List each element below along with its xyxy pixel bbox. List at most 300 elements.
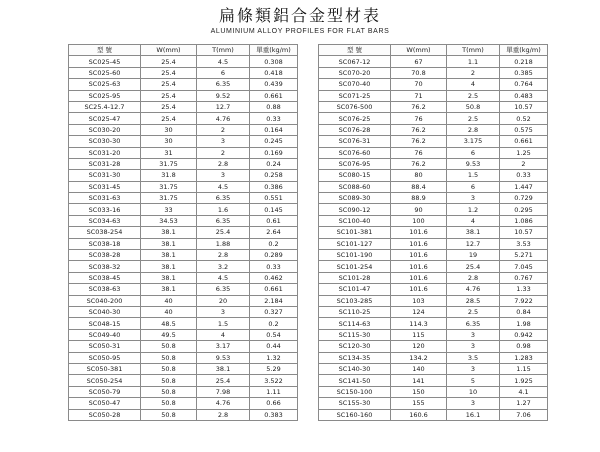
cell-thickness: 1.2 [447, 204, 500, 215]
cell-thickness: 2.8 [197, 158, 250, 169]
table-row [319, 284, 548, 295]
cell-thickness: 4.76 [197, 398, 250, 409]
cell-model: SC050-47 [69, 398, 141, 409]
table-row [319, 79, 548, 90]
cell-width: 31 [141, 147, 197, 158]
table-row [319, 272, 548, 283]
cell-weight: 0.218 [500, 56, 548, 67]
cell-weight: 0.418 [250, 67, 298, 78]
table-row [319, 250, 548, 261]
table-row [69, 295, 298, 306]
cell-width: 38.1 [141, 238, 197, 249]
cell-width: 38.1 [141, 227, 197, 238]
cell-weight: 0.661 [250, 284, 298, 295]
cell-width: 49.5 [141, 329, 197, 340]
cell-model: SC076-31 [319, 136, 391, 147]
cell-width: 120 [391, 341, 447, 352]
cell-thickness: 6 [197, 67, 250, 78]
cell-thickness: 10 [447, 386, 500, 397]
cell-weight: 1.98 [500, 318, 548, 329]
cell-model: SC076-25 [319, 113, 391, 124]
table-row [69, 79, 298, 90]
table-row [319, 113, 548, 124]
cell-model: SC050-28 [69, 409, 141, 420]
cell-thickness: 3 [447, 363, 500, 374]
cell-width: 25.4 [141, 90, 197, 101]
cell-model: SC034-63 [69, 215, 141, 226]
cell-weight: 0.33 [250, 261, 298, 272]
cell-width: 88.4 [391, 181, 447, 192]
table-row [69, 113, 298, 124]
table-row [69, 56, 298, 67]
table-row [69, 67, 298, 78]
cell-weight: 0.385 [500, 67, 548, 78]
cell-width: 31.75 [141, 193, 197, 204]
cell-width: 115 [391, 329, 447, 340]
cell-thickness: 9.52 [197, 90, 250, 101]
table-row [319, 363, 548, 374]
cell-thickness: 6.35 [447, 318, 500, 329]
table-row [319, 67, 548, 78]
cell-weight: 1.11 [250, 386, 298, 397]
cell-weight: 0.462 [250, 272, 298, 283]
cell-thickness: 25.4 [197, 227, 250, 238]
table-row [319, 56, 548, 67]
cell-model: SC038-32 [69, 261, 141, 272]
cell-weight: 1.447 [500, 181, 548, 192]
cell-thickness: 1.5 [197, 318, 250, 329]
cell-model: SC071-25 [319, 90, 391, 101]
cell-weight: 0.54 [250, 329, 298, 340]
cell-thickness: 2.8 [447, 124, 500, 135]
cell-thickness: 3 [447, 329, 500, 340]
cell-model: SC031-20 [69, 147, 141, 158]
cell-weight: 5.29 [250, 363, 298, 374]
cell-thickness: 2.8 [197, 250, 250, 261]
cell-width: 31.75 [141, 181, 197, 192]
cell-thickness: 3.175 [447, 136, 500, 147]
table-row [69, 147, 298, 158]
cell-width: 70 [391, 79, 447, 90]
cell-weight: 0.33 [250, 113, 298, 124]
table-row [69, 386, 298, 397]
cell-width: 25.4 [141, 67, 197, 78]
cell-width: 67 [391, 56, 447, 67]
table-row [319, 147, 548, 158]
cell-width: 70.8 [391, 67, 447, 78]
cell-weight: 3.53 [500, 238, 548, 249]
cell-weight: 0.942 [500, 329, 548, 340]
page-header [0, 6, 600, 36]
cell-weight: 0.764 [500, 79, 548, 90]
cell-model: SC050-31 [69, 341, 141, 352]
cell-weight: 4.1 [500, 386, 548, 397]
cell-model: SC049-40 [69, 329, 141, 340]
cell-model: SC025-45 [69, 56, 141, 67]
table-row [319, 101, 548, 112]
cell-weight: 0.258 [250, 170, 298, 181]
cell-width: 76.2 [391, 101, 447, 112]
cell-model: SC031-63 [69, 193, 141, 204]
table-row [69, 193, 298, 204]
cell-model: SC155-30 [319, 398, 391, 409]
cell-thickness: 3 [447, 193, 500, 204]
cell-weight: 0.61 [250, 215, 298, 226]
cell-width: 150 [391, 386, 447, 397]
cell-weight: 0.729 [500, 193, 548, 204]
cell-thickness: 3.5 [447, 352, 500, 363]
cell-width: 50.8 [141, 363, 197, 374]
left-spec-table [68, 44, 298, 421]
cell-model: SC110-25 [319, 306, 391, 317]
cell-thickness: 1.88 [197, 238, 250, 249]
cell-model: SC101-28 [319, 272, 391, 283]
cell-model: SC025-60 [69, 67, 141, 78]
table-row [69, 136, 298, 147]
table-row [69, 101, 298, 112]
table-row [319, 158, 548, 169]
cell-thickness: 4.5 [197, 181, 250, 192]
cell-thickness: 3 [197, 306, 250, 317]
cell-weight: 0.308 [250, 56, 298, 67]
cell-thickness: 12.7 [197, 101, 250, 112]
cell-width: 40 [141, 306, 197, 317]
cell-weight: 1.283 [500, 352, 548, 363]
table-row [319, 375, 548, 386]
cell-model: SC100-40 [319, 215, 391, 226]
cell-thickness: 38.1 [197, 363, 250, 374]
table-row [319, 352, 548, 363]
cell-width: 101.6 [391, 272, 447, 283]
cell-model: SC103-285 [319, 295, 391, 306]
cell-thickness: 19 [447, 250, 500, 261]
cell-model: SC120-30 [319, 341, 391, 352]
table-row [69, 341, 298, 352]
cell-thickness: 9.53 [447, 158, 500, 169]
cell-thickness: 4 [197, 329, 250, 340]
cell-weight: 0.84 [500, 306, 548, 317]
table-row [319, 398, 548, 409]
cell-model: SC090-12 [319, 204, 391, 215]
table-row [69, 124, 298, 135]
cell-model: SC101-190 [319, 250, 391, 261]
table-row [69, 272, 298, 283]
cell-model: SC115-30 [319, 329, 391, 340]
cell-width: 31.75 [141, 158, 197, 169]
cell-weight: 0.551 [250, 193, 298, 204]
cell-model: SC076-28 [319, 124, 391, 135]
cell-thickness: 12.7 [447, 238, 500, 249]
cell-thickness: 6.35 [197, 193, 250, 204]
table-row [319, 341, 548, 352]
cell-width: 76 [391, 113, 447, 124]
cell-thickness: 1.6 [197, 204, 250, 215]
table-row [69, 227, 298, 238]
table-row [69, 398, 298, 409]
cell-model: SC040-200 [69, 295, 141, 306]
cell-weight: 0.33 [500, 170, 548, 181]
cell-thickness: 4.76 [447, 284, 500, 295]
cell-model: SC050-79 [69, 386, 141, 397]
cell-width: 38.1 [141, 261, 197, 272]
cell-thickness: 3.17 [197, 341, 250, 352]
cell-weight: 0.24 [250, 158, 298, 169]
cell-model: SC088-60 [319, 181, 391, 192]
cell-model: SC076-95 [319, 158, 391, 169]
table-row [319, 181, 548, 192]
table-row [319, 170, 548, 181]
cell-model: SC101-254 [319, 261, 391, 272]
cell-thickness: 1.5 [447, 170, 500, 181]
table-row [69, 158, 298, 169]
table-row [319, 386, 548, 397]
cell-thickness: 4 [447, 79, 500, 90]
cell-thickness: 25.4 [197, 375, 250, 386]
cell-width: 80 [391, 170, 447, 181]
cell-width: 101.6 [391, 284, 447, 295]
cell-model: SC031-45 [69, 181, 141, 192]
cell-weight: 0.386 [250, 181, 298, 192]
cell-weight: 0.295 [500, 204, 548, 215]
cell-thickness: 6.35 [197, 215, 250, 226]
cell-width: 25.4 [141, 56, 197, 67]
cell-model: SC025-95 [69, 90, 141, 101]
cell-model: SC050-95 [69, 352, 141, 363]
table-row [319, 215, 548, 226]
cell-thickness: 3 [197, 170, 250, 181]
cell-model: SC031-30 [69, 170, 141, 181]
cell-weight: 1.25 [500, 147, 548, 158]
cell-width: 76.2 [391, 124, 447, 135]
cell-thickness: 3 [447, 398, 500, 409]
table-header-row [319, 45, 548, 56]
col-header-weight: 單重(kg/m) [250, 45, 298, 56]
cell-thickness: 2 [197, 147, 250, 158]
cell-width: 103 [391, 295, 447, 306]
right-table-body [319, 56, 548, 421]
cell-width: 90 [391, 204, 447, 215]
cell-thickness: 28.5 [447, 295, 500, 306]
cell-weight: 0.44 [250, 341, 298, 352]
cell-thickness: 2.8 [447, 272, 500, 283]
cell-width: 34.53 [141, 215, 197, 226]
cell-width: 40 [141, 295, 197, 306]
table-row [69, 181, 298, 192]
cell-width: 101.6 [391, 238, 447, 249]
table-row [319, 261, 548, 272]
cell-model: SC101-127 [319, 238, 391, 249]
cell-weight: 1.15 [500, 363, 548, 374]
table-row [69, 409, 298, 420]
cell-model: SC025-47 [69, 113, 141, 124]
table-row [319, 227, 548, 238]
table-row [319, 193, 548, 204]
cell-width: 160.6 [391, 409, 447, 420]
table-row [69, 215, 298, 226]
table-row [319, 295, 548, 306]
cell-model: SC038-28 [69, 250, 141, 261]
cell-width: 155 [391, 398, 447, 409]
cell-width: 71 [391, 90, 447, 101]
cell-weight: 2.184 [250, 295, 298, 306]
cell-thickness: 6.35 [197, 79, 250, 90]
cell-thickness: 25.4 [447, 261, 500, 272]
cell-thickness: 50.8 [447, 101, 500, 112]
cell-width: 124 [391, 306, 447, 317]
page-subtitle: ALUMINIUM ALLOY PROFILES FOR FLAT BARS [210, 28, 390, 35]
cell-weight: 3.522 [250, 375, 298, 386]
cell-thickness: 6 [447, 147, 500, 158]
cell-weight: 0.483 [500, 90, 548, 101]
cell-thickness: 1.1 [447, 56, 500, 67]
cell-model: SC25.4-12.7 [69, 101, 141, 112]
table-row [69, 284, 298, 295]
cell-thickness: 9.53 [197, 352, 250, 363]
cell-weight: 0.383 [250, 409, 298, 420]
cell-weight: 0.289 [250, 250, 298, 261]
cell-thickness: 6 [447, 181, 500, 192]
cell-thickness: 3 [197, 136, 250, 147]
cell-width: 50.8 [141, 386, 197, 397]
cell-weight: 7.06 [500, 409, 548, 420]
col-header-model: 型 號 [69, 45, 141, 56]
col-header-width: W(mm) [141, 45, 197, 56]
cell-model: SC050-254 [69, 375, 141, 386]
col-header-model: 型 號 [319, 45, 391, 56]
cell-weight: 0.439 [250, 79, 298, 90]
table-row [69, 352, 298, 363]
cell-thickness: 2.5 [447, 113, 500, 124]
cell-model: SC160-160 [319, 409, 391, 420]
cell-width: 76 [391, 147, 447, 158]
cell-width: 141 [391, 375, 447, 386]
cell-thickness: 6.35 [197, 284, 250, 295]
cell-weight: 0.52 [500, 113, 548, 124]
cell-width: 25.4 [141, 101, 197, 112]
cell-weight: 2 [500, 158, 548, 169]
cell-weight: 2.64 [250, 227, 298, 238]
cell-thickness: 2.8 [197, 409, 250, 420]
cell-thickness: 38.1 [447, 227, 500, 238]
left-table-body [69, 56, 298, 421]
cell-thickness: 3.2 [197, 261, 250, 272]
cell-model: SC030-20 [69, 124, 141, 135]
cell-weight: 0.98 [500, 341, 548, 352]
cell-weight: 0.2 [250, 318, 298, 329]
cell-weight: 0.169 [250, 147, 298, 158]
cell-width: 114.3 [391, 318, 447, 329]
cell-model: SC038-18 [69, 238, 141, 249]
cell-weight: 0.575 [500, 124, 548, 135]
table-row [69, 375, 298, 386]
cell-model: SC134-35 [319, 352, 391, 363]
cell-thickness: 4.5 [197, 272, 250, 283]
table-row [69, 170, 298, 181]
cell-weight: 0.661 [250, 90, 298, 101]
table-row [319, 136, 548, 147]
cell-model: SC101-47 [319, 284, 391, 295]
table-row [69, 329, 298, 340]
cell-model: SC025-63 [69, 79, 141, 90]
cell-thickness: 4.5 [197, 56, 250, 67]
table-row [319, 124, 548, 135]
cell-model: SC140-30 [319, 363, 391, 374]
cell-width: 33 [141, 204, 197, 215]
cell-weight: 0.767 [500, 272, 548, 283]
cell-model: SC141-50 [319, 375, 391, 386]
cell-width: 38.1 [141, 250, 197, 261]
cell-weight: 0.164 [250, 124, 298, 135]
cell-width: 31.8 [141, 170, 197, 181]
table-row [69, 238, 298, 249]
table-row [69, 250, 298, 261]
col-header-width: W(mm) [391, 45, 447, 56]
cell-model: SC033-16 [69, 204, 141, 215]
cell-thickness: 2.5 [447, 306, 500, 317]
table-row [319, 306, 548, 317]
cell-weight: 10.57 [500, 227, 548, 238]
cell-width: 101.6 [391, 261, 447, 272]
cell-model: SC101-381 [319, 227, 391, 238]
cell-thickness: 20 [197, 295, 250, 306]
cell-weight: 0.661 [500, 136, 548, 147]
cell-width: 48.5 [141, 318, 197, 329]
cell-thickness: 7.98 [197, 386, 250, 397]
cell-width: 140 [391, 363, 447, 374]
cell-weight: 10.57 [500, 101, 548, 112]
cell-width: 76.2 [391, 158, 447, 169]
col-header-thickness: T(mm) [197, 45, 250, 56]
cell-weight: 1.086 [500, 215, 548, 226]
table-row [319, 238, 548, 249]
cell-model: SC031-28 [69, 158, 141, 169]
cell-model: SC080-15 [319, 170, 391, 181]
cell-thickness: 4.76 [197, 113, 250, 124]
cell-model: SC050-381 [69, 363, 141, 374]
cell-model: SC048-15 [69, 318, 141, 329]
cell-model: SC076-500 [319, 101, 391, 112]
cell-width: 50.8 [141, 352, 197, 363]
cell-thickness: 16.1 [447, 409, 500, 420]
table-row [69, 318, 298, 329]
cell-width: 50.8 [141, 398, 197, 409]
cell-weight: 0.245 [250, 136, 298, 147]
col-header-thickness: T(mm) [447, 45, 500, 56]
cell-width: 100 [391, 215, 447, 226]
cell-model: SC040-30 [69, 306, 141, 317]
cell-width: 25.4 [141, 79, 197, 90]
table-row [69, 363, 298, 374]
cell-weight: 5.271 [500, 250, 548, 261]
right-spec-table [318, 44, 548, 421]
cell-width: 50.8 [141, 341, 197, 352]
cell-width: 50.8 [141, 409, 197, 420]
cell-model: SC150-100 [319, 386, 391, 397]
cell-width: 134.2 [391, 352, 447, 363]
cell-thickness: 2.5 [447, 90, 500, 101]
cell-weight: 0.2 [250, 238, 298, 249]
cell-weight: 7.045 [500, 261, 548, 272]
table-row [69, 204, 298, 215]
cell-width: 76.2 [391, 136, 447, 147]
cell-model: SC038-254 [69, 227, 141, 238]
col-header-weight: 單重(kg/m) [500, 45, 548, 56]
cell-model: SC070-40 [319, 79, 391, 90]
cell-weight: 1.32 [250, 352, 298, 363]
page-title: 扁條類鋁合金型材表 [218, 6, 381, 25]
table-row [69, 261, 298, 272]
cell-model: SC076-60 [319, 147, 391, 158]
